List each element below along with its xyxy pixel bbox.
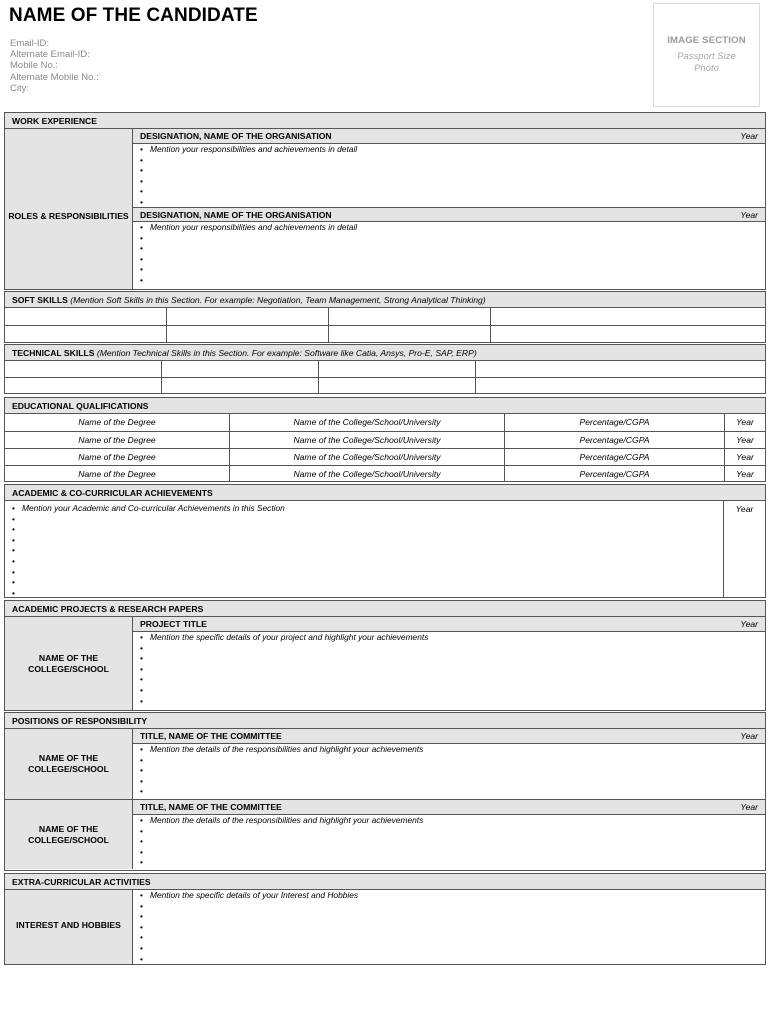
section-academic-projects bbox=[4, 600, 766, 711]
entry-year: Year bbox=[740, 731, 758, 741]
bullet-item bbox=[140, 254, 765, 265]
entry-title-row bbox=[133, 129, 765, 144]
bullet-item: • Mention the details of the responsibilities and highlight your achievements bbox=[140, 815, 765, 826]
bullet-item bbox=[140, 685, 765, 696]
bullet-item bbox=[140, 943, 765, 954]
bullet-item bbox=[12, 588, 723, 599]
bullet-item bbox=[140, 275, 765, 286]
year-cell: Year bbox=[736, 452, 754, 462]
entry-title-row bbox=[133, 207, 765, 222]
bullet-item bbox=[12, 567, 723, 578]
entry-title-row bbox=[133, 617, 765, 632]
degree-cell: Name of the Degree bbox=[5, 466, 230, 482]
hobbies-label: INTEREST AND HOBBIES bbox=[5, 890, 133, 964]
score-cell: Percentage/CGPA bbox=[505, 432, 725, 448]
project-college-label: NAME OF THE COLLEGE/SCHOOL bbox=[5, 617, 133, 710]
bullet-item bbox=[140, 643, 765, 654]
year-cell: Year bbox=[736, 469, 754, 479]
section-heading bbox=[5, 345, 765, 361]
contact-mobile: Mobile No.: bbox=[10, 60, 59, 72]
entry-title: DESIGNATION, NAME OF THE ORGANISATION bbox=[140, 210, 332, 220]
section-title: SOFT SKILLS bbox=[12, 295, 68, 305]
bullet-item: • Mention your responsibilities and achievements in detail bbox=[140, 144, 765, 155]
bullet-item: • Mention your responsibilities and achievements in detail bbox=[140, 222, 765, 233]
skill-cell[interactable] bbox=[167, 308, 329, 325]
bullet-item bbox=[140, 786, 765, 797]
bullet-item bbox=[140, 264, 765, 275]
bullet-item bbox=[140, 243, 765, 254]
contact-block bbox=[10, 38, 99, 94]
bullet-item bbox=[140, 836, 765, 847]
section-education bbox=[4, 397, 766, 482]
entry-year: Year bbox=[740, 802, 758, 812]
skill-cell[interactable] bbox=[476, 361, 765, 377]
education-row bbox=[5, 465, 765, 482]
skill-cell[interactable] bbox=[5, 378, 162, 393]
college-cell: Name of the College/School/University bbox=[230, 449, 505, 465]
skill-cell[interactable] bbox=[319, 361, 476, 377]
bullet-item bbox=[140, 155, 765, 166]
photo-title: IMAGE SECTION bbox=[667, 35, 746, 46]
entry-year: Year bbox=[740, 131, 758, 141]
bullet-item bbox=[140, 901, 765, 912]
photo-subtitle-line: Photo bbox=[694, 63, 719, 74]
bullet-list bbox=[5, 501, 724, 597]
section-note: (Mention Technical Skills in this Section. For example: Software like Catia, Ansys, Pro-E, SAP, ERP) bbox=[96, 348, 477, 358]
degree-cell: Name of the Degree bbox=[5, 432, 230, 448]
bullet-item bbox=[140, 186, 765, 197]
section-heading: EXTRA-CURRICULAR ACTIVITIES bbox=[5, 874, 765, 890]
roles-label: ROLES & RESPONSIBILITIES bbox=[5, 129, 133, 289]
education-row bbox=[5, 448, 765, 465]
skill-cell[interactable] bbox=[167, 326, 329, 342]
section-heading: POSITIONS OF RESPONSIBILITY bbox=[5, 713, 765, 729]
photo-subtitle bbox=[654, 51, 759, 75]
skill-cell[interactable] bbox=[162, 361, 319, 377]
skills-row bbox=[5, 361, 765, 377]
bullet-item bbox=[140, 233, 765, 244]
score-cell: Percentage/CGPA bbox=[505, 466, 725, 482]
skill-cell[interactable] bbox=[476, 378, 765, 393]
section-work-experience bbox=[4, 112, 766, 290]
section-heading: ACADEMIC PROJECTS & RESEARCH PAPERS bbox=[5, 601, 765, 617]
bullet-list bbox=[133, 890, 765, 964]
bullet-item bbox=[12, 545, 723, 556]
education-row bbox=[5, 414, 765, 431]
score-cell: Percentage/CGPA bbox=[505, 414, 725, 431]
bullet-item bbox=[140, 755, 765, 766]
bullet-item bbox=[12, 514, 723, 525]
entry-title: TITLE, NAME OF THE COMMITTEE bbox=[140, 802, 282, 812]
skill-cell[interactable] bbox=[491, 326, 765, 342]
entry-title-row bbox=[133, 729, 765, 744]
section-heading bbox=[5, 292, 765, 308]
section-positions bbox=[4, 712, 766, 871]
bullet-item bbox=[140, 911, 765, 922]
candidate-name: NAME OF THE CANDIDATE bbox=[9, 5, 258, 26]
entry-title-row bbox=[133, 800, 765, 815]
bullet-list bbox=[133, 632, 765, 706]
bullet-item bbox=[140, 776, 765, 787]
bullet-item bbox=[140, 954, 765, 965]
year-cell: Year bbox=[736, 435, 754, 445]
section-title: TECHNICAL SKILLS bbox=[12, 348, 95, 358]
contact-alt-mobile: Alternate Mobile No.: bbox=[10, 71, 99, 83]
contact-city: City: bbox=[10, 82, 29, 94]
degree-cell: Name of the Degree bbox=[5, 414, 230, 431]
position-college-label: NAME OF THE COLLEGE/SCHOOL bbox=[5, 729, 133, 799]
position-college-label: NAME OF THE COLLEGE/SCHOOL bbox=[5, 800, 133, 869]
skill-cell[interactable] bbox=[329, 326, 491, 342]
bullet-item bbox=[140, 765, 765, 776]
college-cell: Name of the College/School/University bbox=[230, 466, 505, 482]
college-cell: Name of the College/School/University bbox=[230, 432, 505, 448]
bullet-item: • Mention the specific details of your project and highlight your achievements bbox=[140, 632, 765, 643]
bullet-item bbox=[140, 932, 765, 943]
bullet-item bbox=[140, 922, 765, 933]
degree-cell: Name of the Degree bbox=[5, 449, 230, 465]
skills-row bbox=[5, 308, 765, 325]
skill-cell[interactable] bbox=[162, 378, 319, 393]
section-note: (Mention Soft Skills in this Section. For example: Negotiation, Team Management, Strong Analytical Thinking) bbox=[70, 295, 486, 305]
entry-title: TITLE, NAME OF THE COMMITTEE bbox=[140, 731, 282, 741]
score-cell: Percentage/CGPA bbox=[505, 449, 725, 465]
photo-placeholder bbox=[653, 3, 760, 107]
section-soft-skills bbox=[4, 291, 766, 343]
skill-cell[interactable] bbox=[319, 378, 476, 393]
bullet-item bbox=[12, 577, 723, 588]
section-extracurricular bbox=[4, 873, 766, 965]
bullet-item bbox=[140, 165, 765, 176]
bullet-item bbox=[12, 524, 723, 535]
bullet-item bbox=[140, 826, 765, 837]
bullet-item: • Mention your Academic and Co-curricular Achievements in this Section bbox=[12, 503, 723, 514]
contact-alt-email: Alternate Email-ID: bbox=[10, 49, 90, 61]
section-heading: ACADEMIC & CO-CURRICULAR ACHIEVEMENTS bbox=[5, 485, 765, 501]
contact-email: Email-ID: bbox=[10, 38, 50, 49]
skill-cell[interactable] bbox=[491, 308, 765, 325]
college-cell: Name of the College/School/University bbox=[230, 414, 505, 431]
bullet-item bbox=[12, 556, 723, 567]
bullet-item bbox=[140, 696, 765, 707]
bullet-item bbox=[12, 535, 723, 546]
bullet-list bbox=[133, 222, 765, 286]
bullet-list bbox=[133, 744, 765, 797]
skill-cell[interactable] bbox=[5, 308, 167, 325]
entry-year: Year bbox=[740, 210, 758, 220]
bullet-item bbox=[140, 847, 765, 858]
skill-cell[interactable] bbox=[5, 326, 167, 342]
achievement-year: Year bbox=[735, 504, 754, 514]
bullet-item bbox=[140, 176, 765, 187]
entry-title: PROJECT TITLE bbox=[140, 619, 207, 629]
bullet-list bbox=[133, 144, 765, 207]
photo-subtitle-line: Passport Size bbox=[677, 51, 736, 62]
bullet-item: • Mention the details of the responsibilities and highlight your achievements bbox=[140, 744, 765, 755]
entry-year: Year bbox=[740, 619, 758, 629]
bullet-item: • Mention the specific details of your Interest and Hobbies bbox=[140, 890, 765, 901]
section-academic-achievements bbox=[4, 484, 766, 598]
section-heading: EDUCATIONAL QUALIFICATIONS bbox=[5, 398, 765, 414]
education-row bbox=[5, 431, 765, 448]
bullet-list bbox=[133, 815, 765, 868]
bullet-item bbox=[140, 664, 765, 675]
bullet-item bbox=[140, 674, 765, 685]
bullet-item bbox=[140, 857, 765, 868]
section-technical-skills bbox=[4, 344, 766, 394]
skill-cell[interactable] bbox=[329, 308, 491, 325]
year-cell: Year bbox=[736, 417, 754, 427]
entry-title: DESIGNATION, NAME OF THE ORGANISATION bbox=[140, 131, 332, 141]
skills-row bbox=[5, 377, 765, 393]
skill-cell[interactable] bbox=[5, 361, 162, 377]
section-heading: WORK EXPERIENCE bbox=[5, 113, 765, 129]
skills-row bbox=[5, 325, 765, 342]
bullet-item bbox=[140, 197, 765, 208]
bullet-item bbox=[140, 653, 765, 664]
